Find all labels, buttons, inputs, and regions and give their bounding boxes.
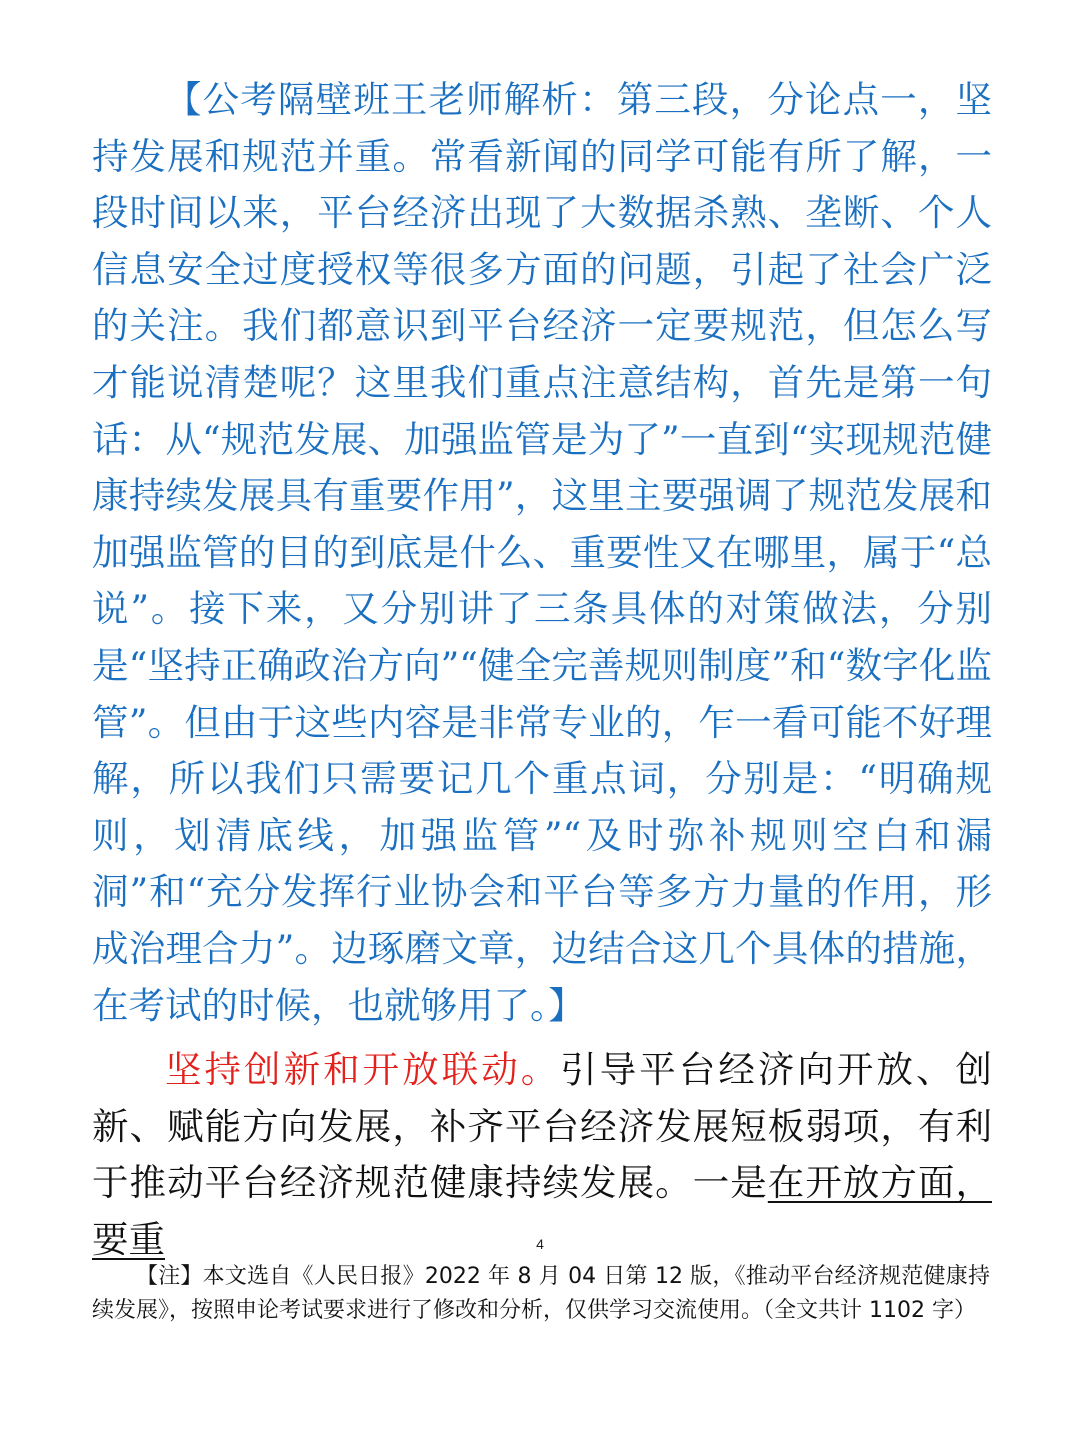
source-note: 【注】本文选自《人民日报》2022 年 8 月 04 日第 12 版，《推动平台经济规范健康持续发展》，按照申论考试要求进行了修改和分析，仅供学习交流使用。（全文共计 1102 字） [92, 1264, 990, 1323]
underlined-phrase: 在开放方面，要重 [92, 1161, 993, 1261]
teacher-analysis-paragraph: 【公考隔壁班王老师解析：第三段，分论点一，坚持发展和规范并重。常看新闻的同学可能有所了解，一段时间以来，平台经济出现了大数据杀熟、垄断、个人信息安全过度授权等很多方面的问题，引起了社会广泛的关注。我们都意识到平台经济一定要规范，但怎么写才能说清楚呢？这里我们重点注意结构，首先是第一句话：从“规范发展、加强监管是为了”一直到“实现规范健康持续发展具有重要作用”，这里主要强调了规范发展和加强监管的目的到底是什么、重要性又在哪里，属于“总说”。接下来，又分别讲了三条具体的对策做法，分别是“坚持正确政治方向”“健全完善规则制度”和“数字化监管”。但由于这些内容是非常专业的，乍一看可能不好理解，所以我们只需要记几个重点词，分别是：“明确规则，划清底线，加强监管”“及时弥补规则空白和漏洞”和“充分发挥行业协会和平台等多方力量的作用，形成治理合力”。边琢磨文章，边结合这几个具体的措施，在考试的时候，也就够用了。】 [92, 78, 992, 1027]
page-number: 4 [536, 1236, 544, 1252]
article-paragraph [92, 1042, 992, 1268]
article-paragraph-text: 引导平台经济向开放、创新、赋能方向发展，补齐平台经济发展短板弱项，有利于推动平台经济规范健康持续发展。一是 [92, 1048, 992, 1205]
subpoint-heading: 坚持创新和开放联动。 [165, 1048, 561, 1091]
